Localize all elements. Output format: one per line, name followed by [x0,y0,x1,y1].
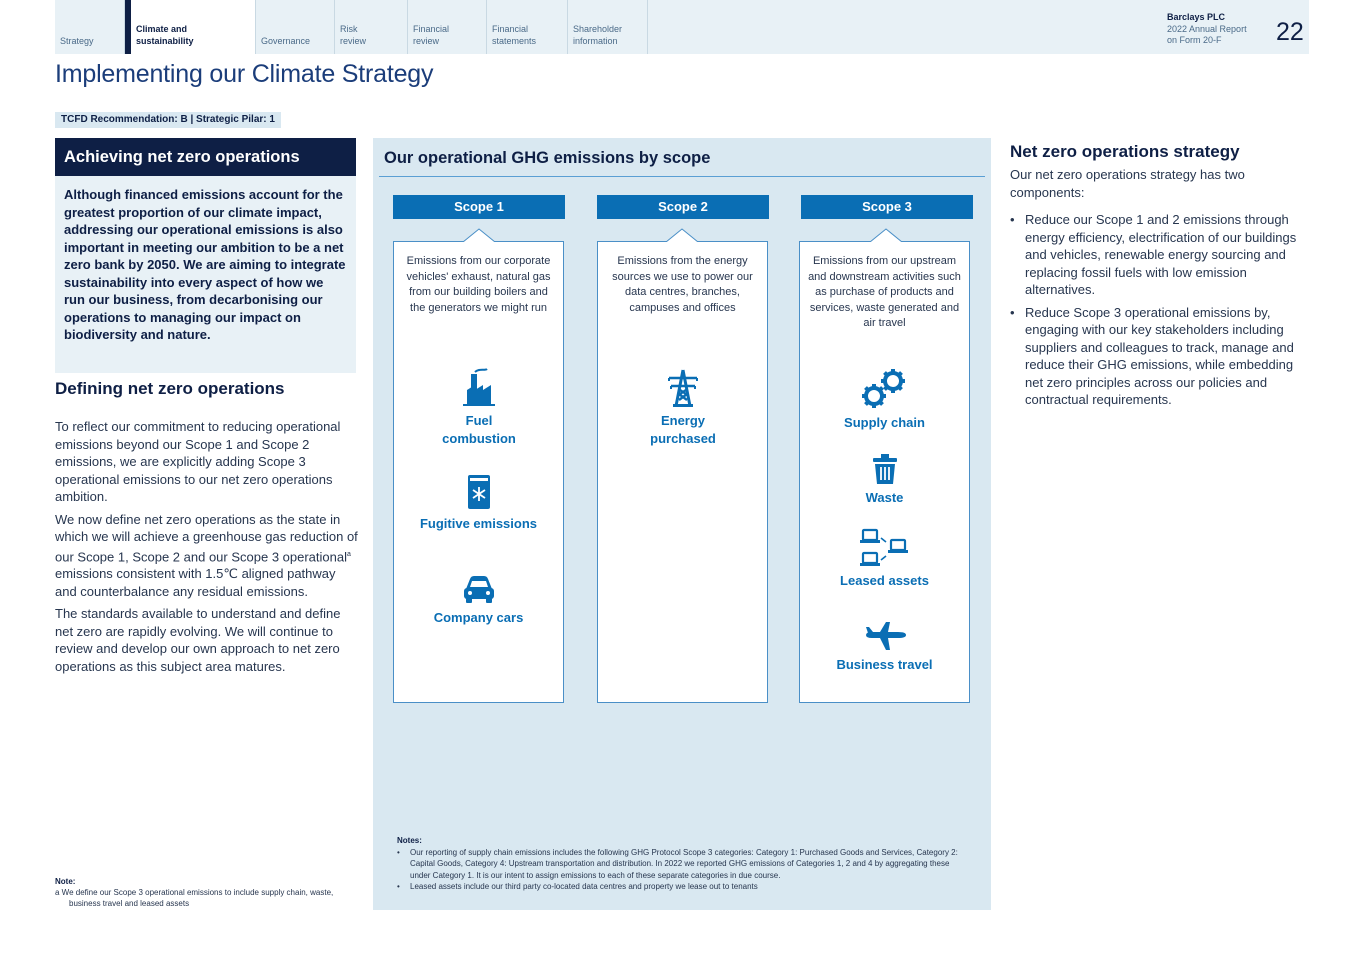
trash-bin-icon [867,453,903,485]
tcfd-tag: TCFD Recommendation: B | Strategic Pilar: 1 [55,112,281,128]
scope-item [394,473,563,533]
achieving-heading: Achieving net zero operations [55,138,356,176]
left-note-heading: Note: [55,877,76,886]
defining-paragraph-3: The standards available to understand and define net zero are rapidly evolving. We will continue to review and develop our own approach to net zero operations as this subject area matures. [55,606,341,674]
item-label: Leased assets [840,573,929,588]
strategy-intro: Our net zero operations strategy has two components: [1010,167,1245,200]
footnote-marker: a [347,550,351,558]
nav-tab-risk-review[interactable]: Risk review [335,0,408,54]
freezer-icon [459,473,499,511]
brand-report-line: 2022 Annual Report [1167,23,1247,34]
emissions-heading: Our operational GHG emissions by scope [384,149,711,167]
nav-tab-financial-statements[interactable]: Financial statements [487,0,568,54]
scope-1-header: Scope 1 [393,195,565,219]
scope-2-pointer [666,228,698,242]
power-pylon-icon [663,368,703,408]
factory-icon [459,368,499,408]
list-item: • Reduce Scope 3 operational emissions by, engaging with our key stakeholders including suppliers and colleagues to track, manage and reduce their GHG emissions, while embedding net zero principles across our policies and contractual requirements. [1010,304,1310,409]
item-label: Fugitive emissions [419,516,538,531]
connected-computers-icon [857,528,913,568]
defining-paragraph-2: We now define net zero operations as the state in which we will achieve a greenhouse gas reduction of our Scope 1, Scope 2 and our Scope 3 operational$^a$ emissions consistent with 1.5℃ aligned pathway and counterbalance any residual emissions. [55,511,358,599]
scope-2-card [597,241,768,703]
emissions-panel [373,138,991,910]
gears-icon [857,368,913,410]
scope-2-description: Emissions from the energy sources we use to power our data centres, branches, campuses and offices [612,255,753,314]
scope-item [800,528,969,590]
item-label: Fuel combustion [442,413,516,446]
scope-item [598,368,767,447]
item-label: Waste [865,490,904,505]
notes-heading: Notes: [397,836,422,845]
page-title: Implementing our Climate Strategy [55,60,434,88]
left-note-text: a We define our Scope 3 operational emissions to include supply chain, waste, business travel and leased assets [55,888,334,908]
scope-3-card [799,241,970,703]
emissions-notes [397,835,972,893]
car-icon [459,573,499,605]
report-branding [1167,12,1247,47]
nav-tab-strategy[interactable]: Strategy [55,0,125,54]
divider [379,176,985,177]
strategy-heading: Net zero operations strategy [1010,142,1240,161]
scope-item [394,573,563,627]
nav-tab-climate[interactable]: Climate and sustainability [125,0,256,54]
scope-3-description: Emissions from our upstream and downstream activities such as purchase of products and services, waste generated and air travel [808,255,961,329]
top-navigation [55,0,1309,54]
scope-3-header: Scope 3 [801,195,973,219]
achieving-body: Although financed emissions account for the greatest proportion of our climate impact, addressing our operational emissions is also important in meeting our ambition to be a net zero bank by 2050. We are aiming to integrate sustainability into every aspect of how we run our business, from decarbonising our operations to managing our impact on biodiversity and nature. [55,176,356,373]
defining-heading: Defining net zero operations [55,379,285,398]
scope-1-card [393,241,564,703]
list-item: • Reduce our Scope 1 and 2 emissions through energy efficiency, electrification of our buildings and vehicles, renewable energy sourcing and replacing fossil fuels with low emission alternatives. [1010,211,1310,299]
nav-tab-shareholder-information[interactable]: Shareholder information [568,0,648,54]
brand-name: Barclays PLC [1167,12,1226,22]
nav-tab-governance[interactable]: Governance [256,0,335,54]
scope-1-pointer [463,228,495,242]
note-item: • Our reporting of supply chain emissions includes the following GHG Protocol Scope 3 categories: Category 1: Purchased Goods and Services, Category 2: Capital Goods, Category 4: Upstream transportation and distribution. In 2022 we reported GHG emissions of Categories 1, 2 and 4 by aggregating these under Category 1. It is our intent to assign emissions to each of these separate categories in due course. [397,847,972,882]
airplane-icon [862,620,908,652]
scope-3-pointer [870,228,902,242]
strategy-list [1010,211,1310,414]
item-label: Supply chain [844,415,925,430]
nav-tab-financial-review[interactable]: Financial review [408,0,487,54]
defining-paragraph-1: To reflect our commitment to reducing operational emissions beyond our Scope 1 and Scope 2 emissions, we are explicitly adding Scope 3 operational emissions to our net zero operations ambition. [55,419,341,504]
item-label: Energy purchased [650,413,716,446]
scope-1-description: Emissions from our corporate vehicles' exhaust, natural gas from our building boilers and the generators we might run [406,255,551,314]
item-label: Business travel [836,657,933,672]
left-footnote [55,876,355,909]
brand-form-line: on Form 20-F [1167,35,1222,45]
scope-item [800,368,969,432]
item-label: Company cars [433,610,524,625]
scope-item [394,368,563,447]
note-item: • Leased assets include our third party co-located data centres and property we lease out to tenants [397,881,972,893]
page-number: 22 [1276,18,1304,46]
scope-2-header: Scope 2 [597,195,769,219]
scope-item [800,620,969,674]
scope-item [800,453,969,507]
defining-body [55,418,358,680]
